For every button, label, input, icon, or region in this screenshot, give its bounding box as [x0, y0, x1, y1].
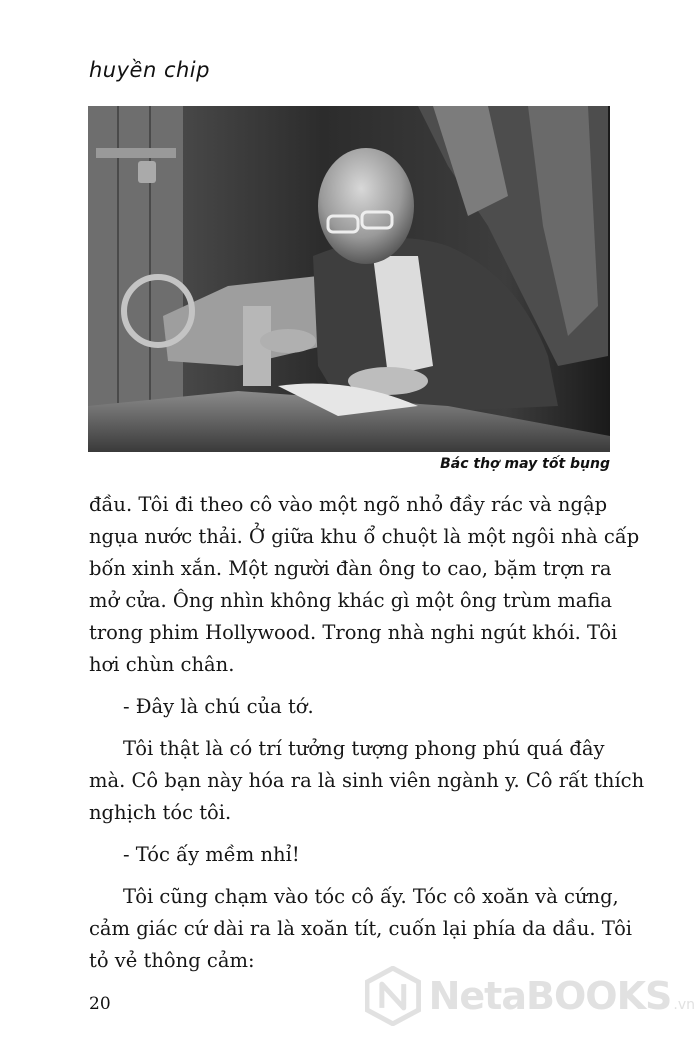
paragraph: [89, 489, 640, 681]
text-line: - Tóc ấy mềm nhỉ!: [123, 843, 300, 866]
text-line: cảm giác cứ dài ra là xoăn tít, cuốn lại phía da dầu. Tôi: [89, 917, 633, 940]
photo-illustration: [88, 106, 610, 452]
text-line: Tôi cũng chạm vào tóc cô ấy. Tóc cô xoăn và cứng,: [123, 885, 619, 908]
photo-caption: Bác thợ may tốt bụng: [440, 456, 610, 472]
text-line: - Đây là chú của tớ.: [123, 695, 314, 718]
watermark-suffix: .vn: [673, 997, 695, 1013]
text-line: trong phim Hollywood. Trong nhà nghi ngút khói. Tôi: [89, 621, 618, 644]
text-line: hơi chùn chân.: [89, 653, 235, 676]
tailor-photo: [88, 106, 610, 452]
paragraph: [89, 839, 610, 871]
watermark: [365, 963, 695, 1029]
text-line: đầu. Tôi đi theo cô vào một ngõ nhỏ đầy rác và ngập: [89, 493, 608, 516]
text-line: bốn xinh xắn. Một người đàn ông to cao, bặm trợn ra: [89, 557, 612, 580]
paragraph: [89, 691, 610, 723]
paragraph: [89, 733, 645, 829]
body-text: [89, 489, 645, 987]
text-line: mà. Cô bạn này hóa ra là sinh viên ngành y. Cô rất thích: [89, 769, 645, 792]
text-line: mở cửa. Ông nhìn không khác gì một ông trùm mafia: [89, 589, 613, 612]
netabooks-logo-icon: [365, 966, 421, 1026]
text-line: Tôi thật là có trí tưởng tượng phong phú quá đây: [123, 737, 605, 760]
text-line: ngụa nước thải. Ở giữa khu ổ chuột là một ngôi nhà cấp: [89, 525, 640, 548]
running-header: huyền chip: [89, 58, 210, 82]
page-number: 20: [89, 994, 111, 1014]
text-line: nghịch tóc tôi.: [89, 801, 232, 824]
watermark-brand: NetaBOOKS: [428, 974, 672, 1018]
text-line: tỏ vẻ thông cảm:: [89, 949, 255, 972]
